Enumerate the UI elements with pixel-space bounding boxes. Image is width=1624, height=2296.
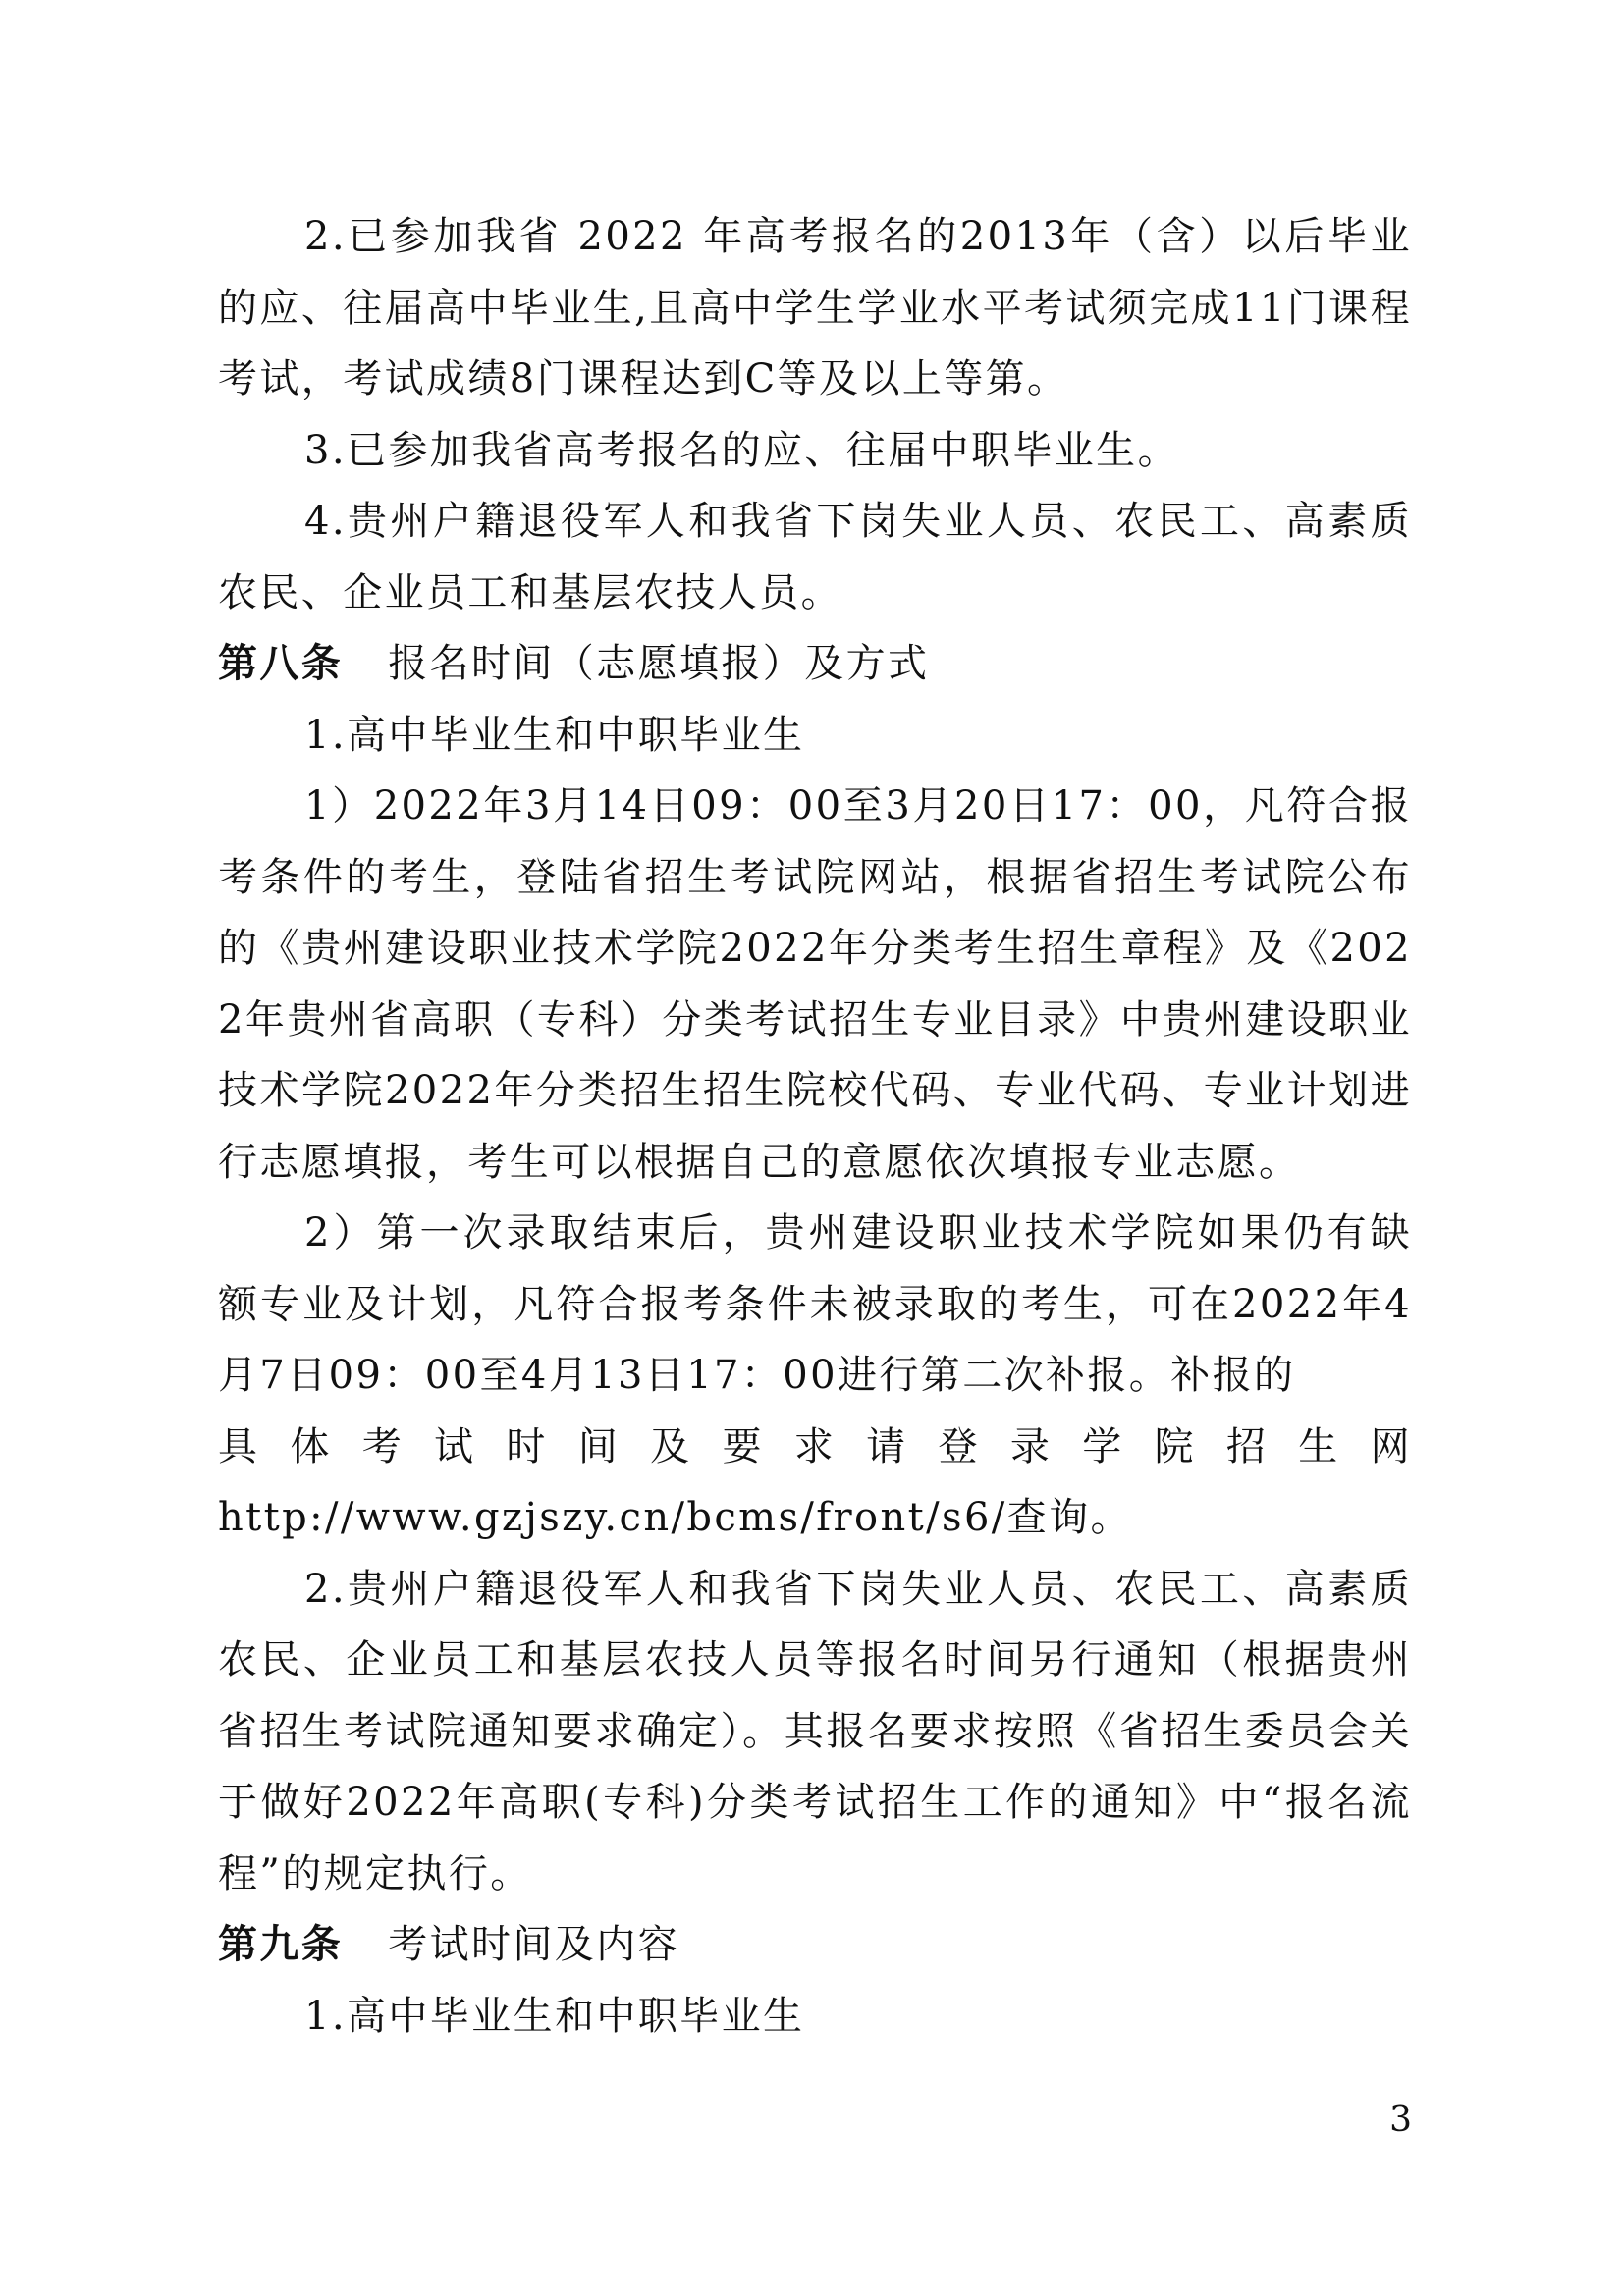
- article-8-item-1-1: 1）2022年3月14日09：00至3月20日17：00，凡符合报考条件的考生，登陆省招生考试院网站，根据省招生考试院公布的《贵州建设职业技术学院2022年分类考生招生章程》及《2022年贵州省高职（专科）分类考试招生专业目录》中贵州建设职业技术学院2022年分类招生招生院校代码、专业代码、专业计划进行志愿填报，考生可以根据自己的意愿依次填报专业志愿。: [218, 783, 1412, 1185]
- article-8-item-1: 1.高中毕业生和中职毕业生: [304, 712, 805, 758]
- paragraph-eligibility-4: 4.贵州户籍退役军人和我省下岗失业人员、农民工、高素质农民、企业员工和基层农技人员。: [218, 499, 1412, 615]
- article-8-item-1-2-spaced-line: 具体考试时间及要求请登录学院招生网: [218, 1423, 1412, 1469]
- article-8-item-1-2-url-line: http://www.gzjszy.cn/bcms/front/s6/查询。: [218, 1495, 1132, 1540]
- page-number: 3: [1389, 2100, 1412, 2140]
- article-8-title: 报名时间（志愿填报）及方式: [388, 641, 930, 686]
- article-8-number: 第八条: [218, 641, 344, 686]
- article-9-title: 考试时间及内容: [388, 1922, 680, 1967]
- article-8-heading: [218, 628, 1412, 700]
- article-9-item-1: 1.高中毕业生和中职毕业生: [304, 1993, 805, 2039]
- article-9-number: 第九条: [218, 1922, 344, 1967]
- article-8-item-1-2: 2）第一次录取结束后，贵州建设职业技术学院如果仍有缺额专业及计划，凡符合报考条件未被录取的考生，可在2022年4月7日09：00至4月13日17：00进行第二次补报。补报的: [218, 1210, 1412, 1398]
- paragraph-eligibility-2: 2.已参加我省 2022 年高考报名的2013年（含）以后毕业的应、往届高中毕业生,且高中学生学业水平考试须完成11门课程考试，考试成绩8门课程达到C等及以上等第。: [218, 214, 1412, 401]
- article-8-item-2: 2.贵州户籍退役军人和我省下岗失业人员、农民工、高素质农民、企业员工和基层农技人员等报名时间另行通知（根据贵州省招生考试院通知要求确定）。其报名要求按照《省招生委员会关于做好2022年高职(专科)分类考试招生工作的通知》中“报名流程”的规定执行。: [218, 1566, 1412, 1896]
- paragraph-eligibility-3: 3.已参加我省高考报名的应、往届中职毕业生。: [304, 427, 1179, 473]
- document-body: [218, 201, 1412, 2052]
- article-9-heading: [218, 1909, 1412, 1981]
